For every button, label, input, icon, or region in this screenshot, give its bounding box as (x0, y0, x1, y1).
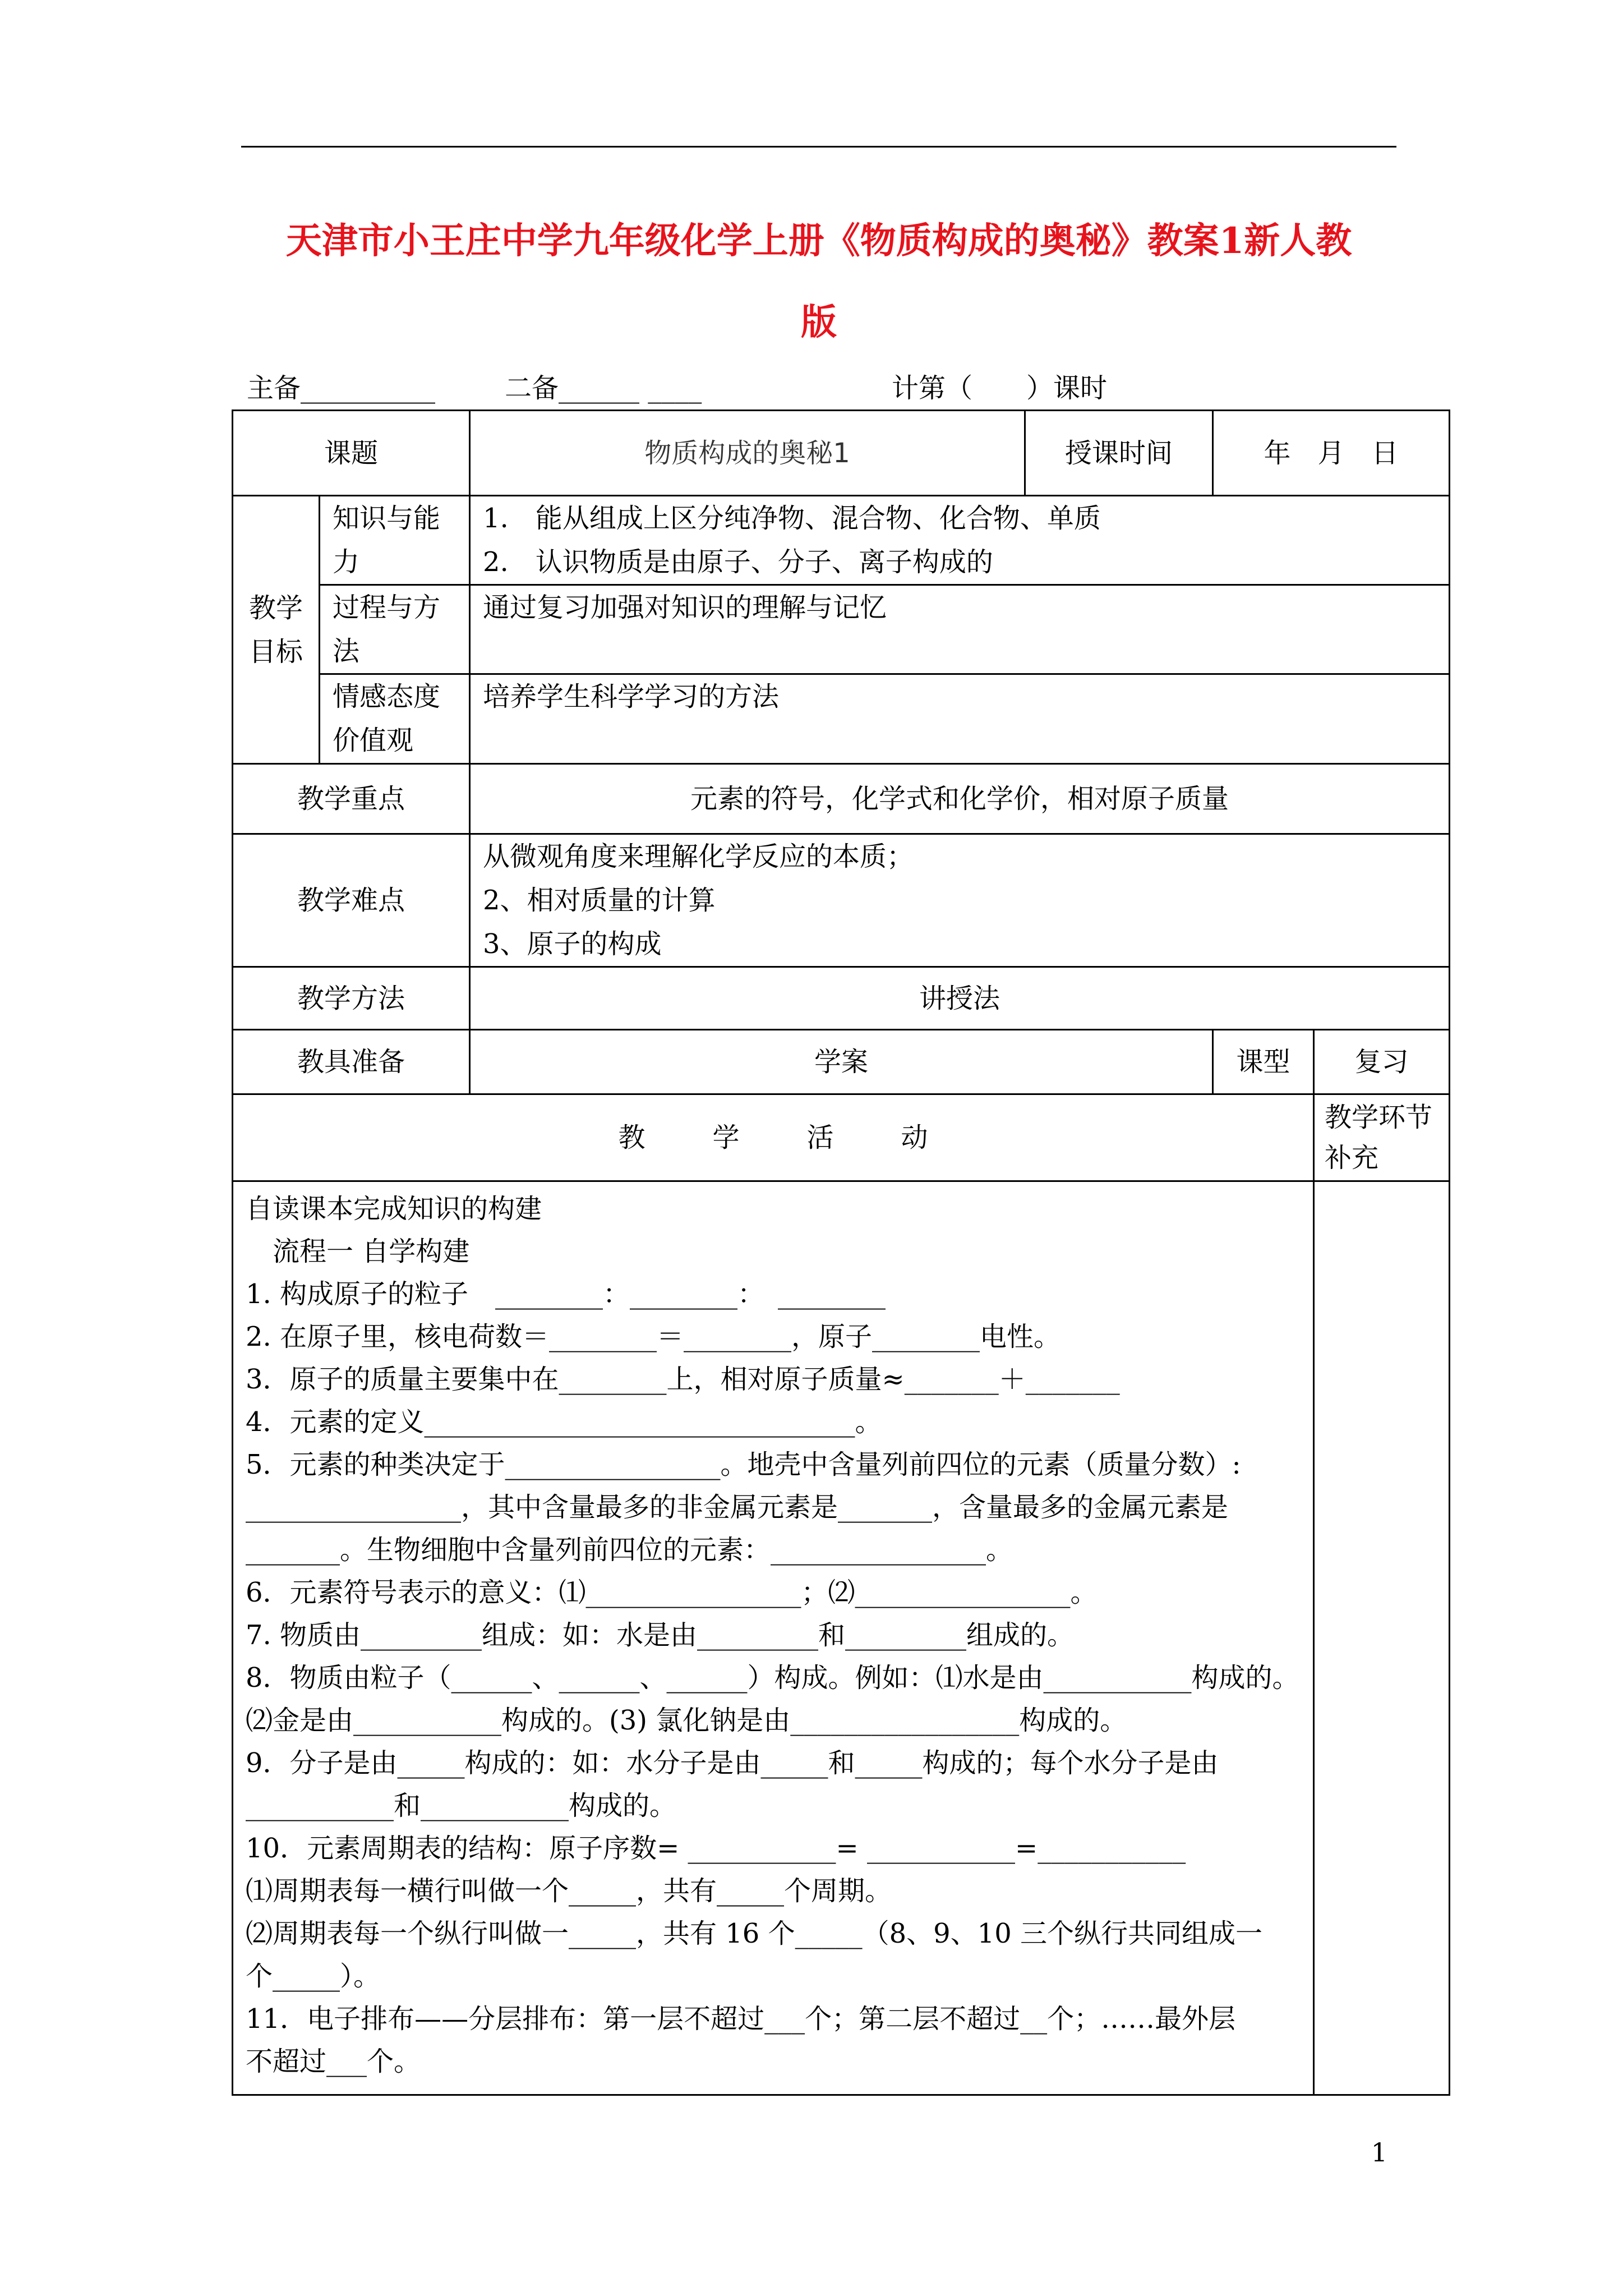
content-line: ⑵金是由___________构成的。(3) 氯化钠是由_________________构成的。 (246, 1705, 1127, 1736)
key-points-value: 元素的符号，化学式和化学价，相对原子质量 (470, 764, 1450, 834)
tools-value: 学案 (470, 1030, 1213, 1094)
type-label: 课型 (1213, 1030, 1314, 1094)
content-line: ________________，其中含量最多的非金属元素是_______，含量最多的金属元素是 (246, 1492, 1229, 1523)
method-value: 讲授法 (470, 967, 1450, 1030)
goal-label-process: 过程与方法 (320, 585, 470, 674)
goal-row-attitude (233, 674, 1450, 764)
supplement-label: 教学环节补充 (1314, 1094, 1450, 1181)
content-line: 不超过___个。 (246, 2046, 421, 2077)
content-line: 3．原子的质量主要集中在________上，相对原子质量≈_______＋_______ (246, 1364, 1120, 1395)
document-title-continued: 版 (801, 301, 837, 343)
time-label: 授课时间 (1025, 411, 1213, 496)
topic-row (233, 411, 1450, 496)
goal-knowledge-line-1: 1. 能从组成上区分纯净物、混合物、化合物、单质 (483, 503, 1101, 534)
goal-knowledge-line-2: 2. 认识物质是由原子、分子、离子构成的 (483, 546, 993, 578)
page-number: 1 (1371, 2137, 1387, 2168)
difficulty-line-3: 3、原子的构成 (483, 928, 662, 960)
goal-label-knowledge: 知识与能力 (320, 496, 470, 585)
teaching-activities-heading (233, 1094, 1314, 1181)
goal-label-attitude: 情感态度价值观 (320, 674, 470, 764)
goal-content-attitude: 培养学生科学学习的方法 (470, 674, 1450, 764)
method-label: 教学方法 (233, 967, 470, 1030)
goal-content-knowledge (470, 496, 1450, 585)
document-title: 天津市小王庄中学九年级化学上册《物质构成的奥秘》教案1新人教 (285, 220, 1352, 262)
difficulty-content (470, 834, 1450, 967)
content-line: ___________和___________构成的。 (246, 1790, 677, 1821)
tools-row (233, 1030, 1450, 1094)
difficulty-row (233, 834, 1450, 967)
content-line: 10．元素周期表的结构：原子序数= ___________= ___________=___________ (246, 1833, 1186, 1864)
secondary-preparer: 二备______ ____ (505, 372, 702, 404)
primary-preparer: 主备__________ (247, 372, 436, 404)
supplement-cell (1314, 1181, 1450, 2095)
content-line: 4．元素的定义________________________________。 (246, 1406, 882, 1438)
difficulty-line-1: 从微观角度来理解化学反应的本质； (483, 841, 914, 872)
lesson-period: 计第（ ）课时 (892, 372, 1108, 404)
header-rule (241, 146, 1396, 148)
content-line: _______。生物细胞中含量列前四位的元素：________________。 (246, 1534, 1013, 1566)
lesson-plan-table (232, 409, 1450, 2096)
activities-header-row (233, 1094, 1450, 1181)
difficulty-line-2: 2、相对质量的计算 (483, 885, 716, 916)
content-line: 8．物质由粒子（______、______、______）构成。例如：⑴水是由___________构成的。 (246, 1662, 1299, 1694)
type-value: 复习 (1314, 1030, 1450, 1094)
activities-char: 活 (806, 1122, 834, 1153)
topic-label: 课题 (233, 411, 470, 496)
method-row (233, 967, 1450, 1030)
content-line: 流程一 自学构建 (246, 1236, 470, 1267)
content-line: 6．元素符号表示的意义：⑴________________；⑵________________。 (246, 1577, 1098, 1608)
key-points-row (233, 764, 1450, 834)
content-line: 个_____）。 (246, 1961, 381, 1992)
content-line: 7. 物质由_________组成：如：水是由_________和_________组成的。 (246, 1619, 1075, 1651)
content-line: 1. 构成原子的粒子 ________：________： ________ (246, 1278, 886, 1310)
time-value: 年 月 日 (1213, 411, 1450, 496)
activities-char: 教 (618, 1122, 645, 1153)
content-line: 9．分子是由_____构成的：如：水分子是由_____和_____构成的；每个水分子是由 (246, 1747, 1219, 1779)
topic-value: 物质构成的奥秘1 (470, 411, 1025, 496)
key-points-label: 教学重点 (233, 764, 470, 834)
content-line: 自读课本完成知识的构建 (246, 1193, 542, 1225)
goals-label: 教学目标 (233, 496, 320, 764)
activities-content (233, 1181, 1314, 2095)
activities-char: 动 (901, 1122, 928, 1153)
goal-row-knowledge (233, 496, 1450, 585)
content-line: ⑵周期表每一个纵行叫做一_____，共有 16 个_____（8、9、10 三个纵行共同组成一 (246, 1918, 1263, 1949)
content-line: ⑴周期表每一横行叫做一个_____，共有_____个周期。 (246, 1875, 892, 1907)
tools-label: 教具准备 (233, 1030, 470, 1094)
content-line: 11．电子排布——分层排布：第一层不超过___个；第二层不超过__个；……最外层 (246, 2003, 1236, 2035)
content-line: 5．元素的种类决定于________________。地壳中含量列前四位的元素（质量分数）: (246, 1449, 1241, 1480)
difficulty-label: 教学难点 (233, 834, 470, 967)
activities-char: 学 (712, 1122, 740, 1153)
goal-row-process (233, 585, 1450, 674)
content-line: 2. 在原子里，核电荷数＝________＝________，原子________电性。 (246, 1321, 1061, 1352)
activities-content-row (233, 1181, 1450, 2095)
goal-content-process: 通过复习加强对知识的理解与记忆 (470, 585, 1450, 674)
